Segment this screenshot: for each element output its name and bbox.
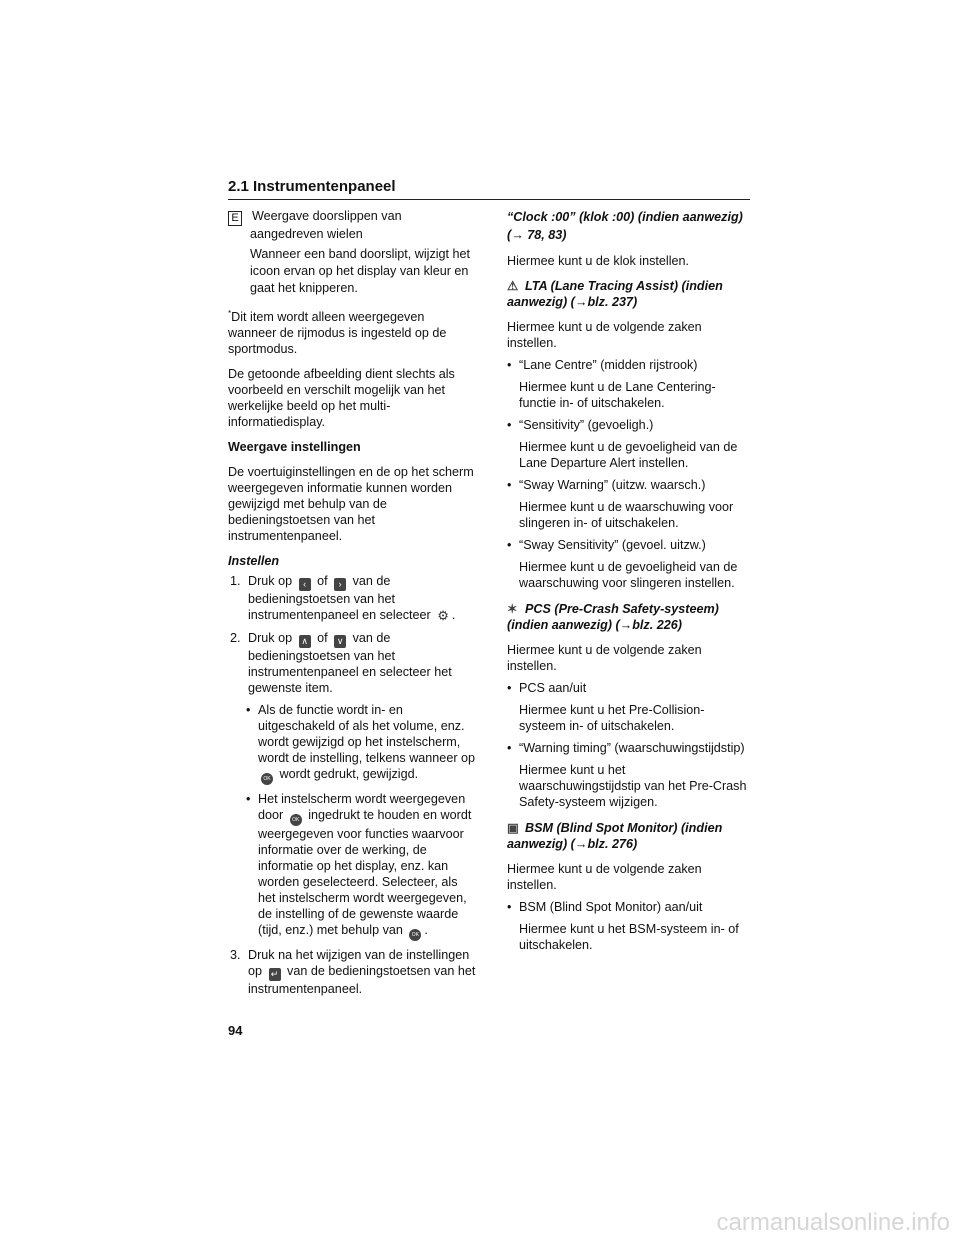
pcs-heading-text: PCS (Pre-Crash Safety-systeem) (indien aanwezig) (→blz. 226) [507, 602, 719, 632]
step-2-of: of [317, 631, 328, 646]
list-item [507, 477, 750, 493]
bsm-heading-text: BSM (Blind Spot Monitor) (indien aanwezig) (→blz. 276) [507, 821, 723, 851]
bullet-dot: • [507, 418, 512, 432]
lta-item-0-desc: Hiermee kunt u de Lane Centering-functie in- of uitschakelen. [519, 380, 716, 410]
step-1-b: van de bedieningstoetsen van het instrumentenpaneel en selecteer [248, 574, 431, 623]
clock-text: Hiermee kunt u de klok instellen. [507, 254, 690, 268]
bsm-heading [507, 820, 750, 852]
step-3-number: 3. [230, 948, 241, 963]
bullet-hold [228, 791, 476, 941]
step-1-of: of [317, 574, 328, 589]
back-icon: ↵ [269, 968, 281, 981]
bullet-2-a: Het instelscherm wordt weergegeven door [258, 792, 466, 823]
instellen-heading: Instellen [228, 554, 280, 569]
settings-text: De voertuiginstellingen en de op het scherm weergegeven informatie kunnen worden gewijzigd met behulp van de bedieningstoetsen van het instrumentenpaneel. [228, 465, 474, 544]
gear-icon: ⚙ [437, 608, 449, 624]
disclaimer: De getoonde afbeelding dient slechts als voorbeeld en verschilt mogelijk van het werkelijke beeld op het multi-informatiedisplay. [228, 367, 455, 430]
pcs-item-0-title: PCS aan/uit [519, 681, 587, 695]
lta-heading-text: LTA (Lane Tracing Assist) (indien aanwezig) (→blz. 237) [507, 279, 723, 309]
step-2-a: Druk op [248, 631, 293, 646]
chevron-up-icon: ∧ [299, 635, 311, 648]
right-column [507, 208, 750, 959]
bullet-dot: • [246, 703, 251, 718]
watermark: carmanualsonline.info [716, 1209, 950, 1236]
lta-item-3-desc: Hiermee kunt u de gevoeligheid van de waarschuwing voor slingeren instellen. [519, 560, 738, 590]
ok-button-icon: OK [409, 929, 421, 941]
bullet-dot: • [507, 478, 512, 492]
step-3-b: van de bedieningstoetsen van het instrumentenpaneel. [248, 964, 476, 997]
bsm-text: Hiermee kunt u de volgende zaken instellen. [507, 862, 702, 892]
footnote-star: * [228, 309, 232, 318]
step-3 [228, 947, 476, 997]
lta-item-3-title: “Sway Sensitivity” (gevoel. uitzw.) [519, 538, 706, 552]
lta-heading [507, 278, 750, 310]
bullet-dot: • [507, 358, 512, 372]
item-e [228, 208, 476, 242]
item-e-line1: Weergave doorslippen van [252, 209, 402, 223]
item-e-letter: E [228, 211, 242, 226]
lta-item-2-title: “Sway Warning” (uitzw. waarsch.) [519, 478, 706, 492]
chevron-down-icon: ∨ [334, 635, 346, 648]
bullet-dot: • [507, 681, 512, 695]
list-item [507, 537, 750, 553]
pcs-heading [507, 601, 750, 633]
bullet-dot: • [507, 741, 512, 755]
step-3-a: Druk na het wijzigen van de instellingen op [248, 948, 470, 979]
chevron-right-icon: › [334, 578, 346, 591]
step-2 [228, 630, 476, 696]
lta-icon: ⚠ [507, 279, 519, 293]
pcs-item-0-desc: Hiermee kunt u het Pre-Collision-systeem in- of uitschakelen. [519, 703, 705, 733]
pcs-item-1-title: “Warning timing” (waarschuwingstijdstip) [519, 741, 745, 755]
step-1-number: 1. [230, 574, 241, 589]
bullet-1-a: Als de functie wordt in- en uitgeschakeld of als het volume, enz. wordt gewijzigd op het instelscherm, wordt de instelling, telkens wanneer op [258, 703, 476, 766]
header-divider [228, 199, 750, 200]
settings-heading: Weergave instellingen [228, 440, 361, 455]
bsm-icon: ▣ [507, 821, 519, 835]
lta-item-1-title: “Sensitivity” (gevoeligh.) [519, 418, 654, 432]
list-item [507, 417, 750, 433]
pcs-text: Hiermee kunt u de volgende zaken instellen. [507, 643, 702, 673]
clock-heading: “Clock :00” (klok :00) (indien aanwezig) (→ 78, 83) [507, 210, 743, 242]
lta-item-2-desc: Hiermee kunt u de waarschuwing voor slingeren in- of uitschakelen. [519, 500, 734, 530]
step-2-text [248, 630, 476, 696]
bullet-dot: • [507, 900, 512, 914]
item-e-desc: Wanneer een band doorslipt, wijzigt het icoon ervan op het display van kleur en gaat het knipperen. [250, 247, 471, 295]
bullet-toggle-text [258, 702, 476, 785]
bullet-1-b: wordt gedrukt, gewijzigd. [279, 767, 419, 782]
footnote-text: Dit item wordt alleen weergegeven wanneer de rijmodus is ingesteld op de sportmodus. [228, 310, 447, 357]
step-2-b: van de bedieningstoetsen van het instrumentenpaneel en selecteer het gewenste item. [248, 631, 452, 696]
lta-item-0-title: “Lane Centre” (midden rijstrook) [519, 358, 698, 372]
list-item [507, 680, 750, 696]
bullet-2-end: . [424, 923, 428, 938]
step-1-a: Druk op [248, 574, 293, 589]
bsm-item-0-title: BSM (Blind Spot Monitor) aan/uit [519, 900, 703, 914]
ok-button-icon: OK [290, 814, 302, 826]
page-number: 94 [228, 1023, 243, 1038]
item-e-line2: aangedreven wielen [250, 227, 363, 241]
list-item [507, 899, 750, 915]
bullet-2-b: ingedrukt te houden en wordt weergegeven voor functies waarvoor informatie over de werking, de informatie op het display, enz. kan worden geselecteerd. Selecteer, als het instelscherm wordt weergegeven, de instelling of de gewenste waarde (tijd, enz.) met behulp van [258, 808, 472, 938]
list-item [507, 357, 750, 373]
chevron-left-icon: ‹ [299, 578, 311, 591]
lta-item-1-desc: Hiermee kunt u de gevoeligheid van de Lane Departure Alert instellen. [519, 440, 738, 470]
bullet-dot: • [246, 792, 251, 807]
list-item [507, 740, 750, 756]
footnote [228, 306, 476, 357]
step-3-text [248, 947, 476, 997]
step-1-text [248, 573, 476, 624]
section-title: 2.1 Instrumentenpaneel [228, 178, 396, 195]
step-1 [228, 573, 476, 624]
bullet-toggle [228, 702, 476, 785]
step-2-number: 2. [230, 631, 241, 646]
bullet-hold-text [258, 791, 476, 941]
left-column [228, 208, 476, 1003]
pcs-icon: ✶ [507, 602, 518, 616]
step-1-end: . [451, 608, 456, 623]
ok-button-icon: OK [261, 773, 273, 785]
lta-text: Hiermee kunt u de volgende zaken instellen. [507, 320, 702, 350]
bullet-dot: • [507, 538, 512, 552]
bsm-item-0-desc: Hiermee kunt u het BSM-systeem in- of uitschakelen. [519, 922, 739, 952]
pcs-item-1-desc: Hiermee kunt u het waarschuwingstijdstip van het Pre-Crash Safety-systeem wijzigen. [519, 763, 747, 809]
